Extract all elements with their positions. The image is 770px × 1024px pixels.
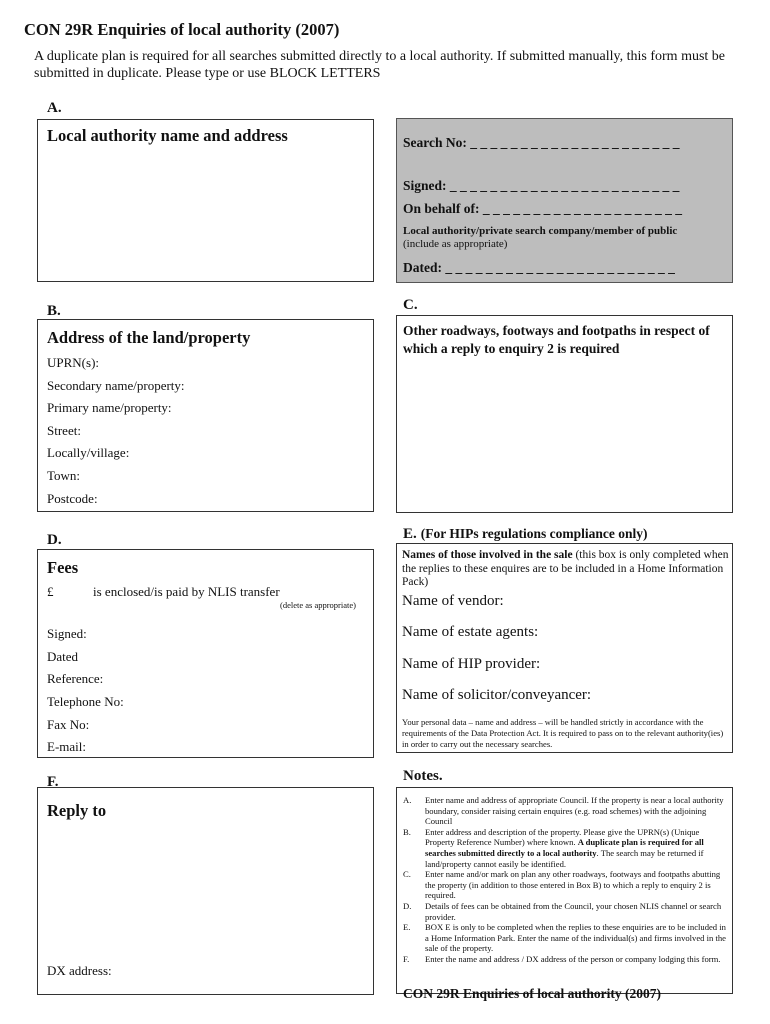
fee-enclosed-text: is enclosed/is paid by NLIS transfer xyxy=(93,584,280,599)
other-roadways-box[interactable] xyxy=(396,315,733,513)
note-text xyxy=(425,922,729,954)
email-field[interactable]: E-mail: xyxy=(47,739,86,754)
primary-name-field[interactable]: Primary name/property: xyxy=(47,400,172,415)
note-text-pre: Enter name and/or mark on plan any other roadways, footways and footpaths abutting the property (in addition to those entered in Box B) to which a reply to enquiry 2 is required. xyxy=(425,869,721,901)
note-letter: C. xyxy=(403,869,411,880)
hips-intro-rest: (this box is only completed when the replies to these enquires are to be included in a Home Information Pack) xyxy=(402,549,729,588)
vendor-field[interactable]: Name of vendor: xyxy=(402,593,504,609)
note-text-pre: Enter name and address of appropriate Council. If the property is near a local authority boundary, consider raising certain enquires (e.g. road schemes) with the adjoining Council xyxy=(425,795,724,827)
telephone-field[interactable]: Telephone No: xyxy=(47,694,124,709)
section-a-letter: A. xyxy=(47,100,62,116)
notes-box xyxy=(396,787,733,994)
fax-field[interactable]: Fax No: xyxy=(47,717,90,732)
estate-agents-field[interactable]: Name of estate agents: xyxy=(402,624,539,640)
search-box xyxy=(396,118,733,283)
solicitor-field[interactable]: Name of solicitor/conveyancer: xyxy=(402,687,592,703)
dated-field[interactable]: Dated: _ _ _ _ _ _ _ _ _ _ _ _ _ _ _ _ _ _ _ _ _ _ _ xyxy=(403,260,675,275)
section-c-letter: C. xyxy=(403,297,418,313)
notes-heading: Notes. xyxy=(403,768,443,784)
note-text-post: . The search may be returned if land/property cannot easily be identified. xyxy=(425,847,704,869)
delete-note: (delete as appropriate) xyxy=(280,600,356,610)
on-behalf-field[interactable]: On behalf of: _ _ _ _ _ _ _ _ _ _ _ _ _ _ _ _ _ _ _ _ xyxy=(403,201,683,216)
note-item xyxy=(403,795,729,827)
note-text-pre: BOX E is only to be completed when the replies to these enquiries are to be included in a Home Information Park. Enter the name of the individual(s) and firms involved in the sale of the property. xyxy=(425,922,726,954)
hips-intro-bold: Names of those involved in the sale xyxy=(402,549,573,561)
note-text xyxy=(425,869,729,901)
note-item xyxy=(403,869,729,901)
section-f-letter: F. xyxy=(47,774,59,790)
reply-to-box[interactable] xyxy=(37,787,374,995)
section-d-letter: D. xyxy=(47,532,62,548)
town-field[interactable]: Town: xyxy=(47,468,81,483)
note-letter: A. xyxy=(403,795,412,805)
street-field[interactable]: Street: xyxy=(47,423,81,438)
signed-field[interactable]: Signed: _ _ _ _ _ _ _ _ _ _ _ _ _ _ _ _ _ _ _ _ _ _ _ xyxy=(403,178,680,193)
note-item xyxy=(403,827,729,869)
postcode-field[interactable]: Postcode: xyxy=(47,491,98,506)
note-text-pre: Enter the name and address / DX address of the person or company lodging this form. xyxy=(425,953,721,964)
note-letter: F. xyxy=(403,953,410,964)
note-text xyxy=(425,954,729,965)
footer-title: CON 29R Enquiries of local authority (2007) xyxy=(403,986,661,1001)
property-address-box xyxy=(37,319,374,512)
note-text xyxy=(425,827,729,869)
page-title: CON 29R Enquiries of local authority (2007) xyxy=(24,20,340,39)
note-item xyxy=(403,901,729,922)
note-item xyxy=(403,922,729,954)
notes-list xyxy=(403,795,729,965)
local-authority-title: Local authority name and address xyxy=(47,126,288,145)
fees-box xyxy=(37,549,374,758)
note-letter: E. xyxy=(403,922,411,933)
note-text-pre: Details of fees can be obtained from the Council, your chosen NLIS channel or search provider. xyxy=(425,900,722,922)
local-authority-box[interactable] xyxy=(37,119,374,282)
reference-field[interactable]: Reference: xyxy=(47,671,104,686)
section-b-letter: B. xyxy=(47,303,61,319)
reply-to-title: Reply to xyxy=(47,801,107,820)
note-text-bold: A duplicate plan is required for all searches submitted directly to a local authority xyxy=(425,837,704,858)
other-roadways-title: Other roadways, footways and footpaths in respect of which a reply to enquiry 2 is required xyxy=(403,323,710,356)
fees-title: Fees xyxy=(47,558,79,577)
dx-address-field[interactable]: DX address: xyxy=(47,963,112,978)
hips-box xyxy=(396,543,733,753)
note-text-pre: Enter address and description of the property. Please give the UPRN(s) (Unique Property Reference Number) where known. xyxy=(425,826,700,848)
fees-dated-field[interactable]: Dated xyxy=(47,649,79,664)
locality-field[interactable]: Locally/village: xyxy=(47,445,130,460)
note-text xyxy=(425,901,729,922)
pound-sign: £ xyxy=(47,584,54,599)
company-label: Local authority/private search company/member of public xyxy=(403,225,678,237)
include-note: (include as appropriate) xyxy=(403,238,508,250)
section-e-letter: E. xyxy=(403,526,417,542)
fees-signed-field[interactable]: Signed: xyxy=(47,626,87,641)
uprn-field[interactable]: UPRN(s): xyxy=(47,355,100,370)
property-address-title: Address of the land/property xyxy=(47,328,251,347)
hips-intro xyxy=(402,549,730,590)
section-e-heading: (For HIPs regulations compliance only) xyxy=(420,526,648,541)
hip-provider-field[interactable]: Name of HIP provider: xyxy=(402,656,541,672)
search-no-field[interactable]: Search No: _ _ _ _ _ _ _ _ _ _ _ _ _ _ _ _ _ _ _ _ _ xyxy=(403,135,680,150)
note-letter: B. xyxy=(403,826,411,837)
note-item xyxy=(403,954,729,965)
note-letter: D. xyxy=(403,900,412,911)
note-text xyxy=(425,795,729,827)
privacy-note: Your personal data – name and address – will be handled strictly in accordance with the requirements of the Data Protection Act. It is required to pass on to the relevant authority(ies) in order to carry out the necessary searches. xyxy=(402,717,724,749)
secondary-name-field[interactable]: Secondary name/property: xyxy=(47,378,185,393)
section-e-header xyxy=(403,525,648,543)
intro-text: A duplicate plan is required for all searches submitted directly to a local authority. If submitted manually, this form must be submitted in duplicate. Please type or use BLOCK LETTERS xyxy=(34,49,726,81)
